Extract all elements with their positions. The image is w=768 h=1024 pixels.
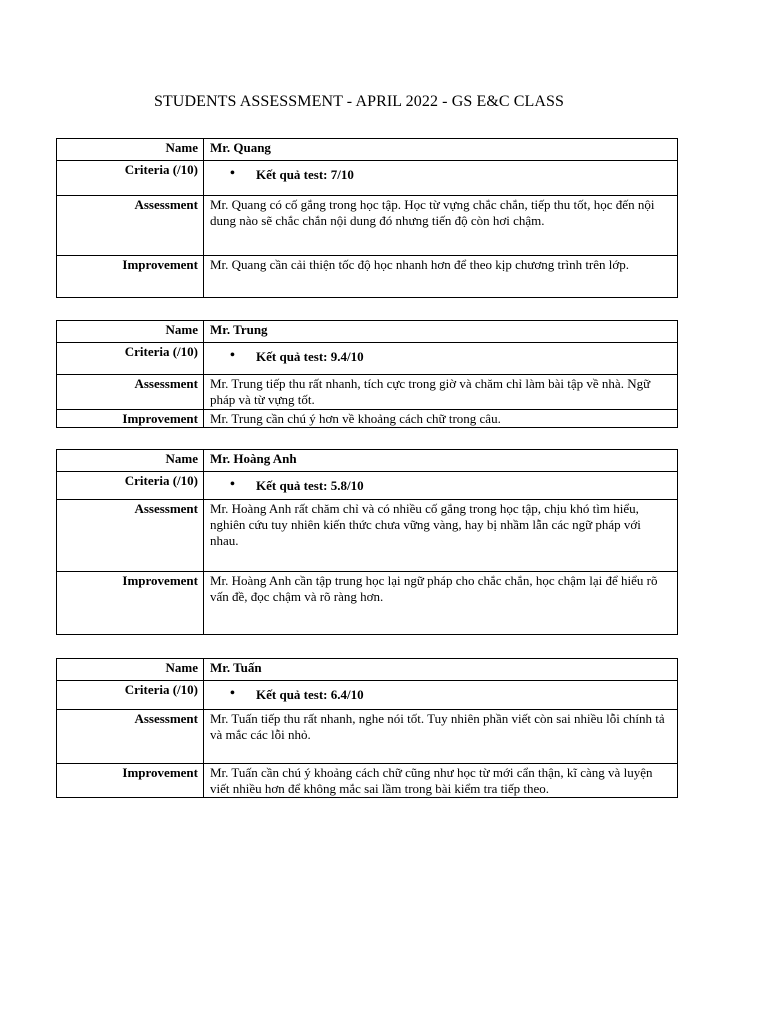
name-row <box>57 139 678 161</box>
name-label: Name <box>57 139 204 161</box>
improvement-row <box>57 256 678 298</box>
name-label: Name <box>57 321 204 343</box>
criteria-cell <box>204 472 678 500</box>
student-name: Mr. Tuấn <box>204 659 678 681</box>
improvement-text: Mr. Trung cần chú ý hơn về khoảng cách chữ trong câu. <box>204 410 678 428</box>
assessment-label: Assessment <box>57 375 204 410</box>
criteria-label: Criteria (/10) <box>57 343 204 375</box>
assessment-text: Mr. Trung tiếp thu rất nhanh, tích cực trong giờ và chăm chỉ làm bài tập về nhà. Ngữ pháp và từ vựng tốt. <box>204 375 678 410</box>
student-name: Mr. Trung <box>204 321 678 343</box>
name-label: Name <box>57 450 204 472</box>
assessment-label: Assessment <box>57 196 204 256</box>
improvement-row <box>57 764 678 798</box>
criteria-cell <box>204 343 678 375</box>
criteria-row <box>57 472 678 500</box>
improvement-text: Mr. Tuấn cần chú ý khoảng cách chữ cũng như học từ mới cẩn thận, kĩ càng và luyện viết nhiều hơn để không mắc sai lầm trong bài kiểm tra tiếp theo. <box>204 764 678 798</box>
improvement-label: Improvement <box>57 256 204 298</box>
assessment-text: Mr. Hoàng Anh rất chăm chỉ và có nhiều cố gắng trong học tập, chịu khó tìm hiểu, nghiên cứu tuy nhiên kiến thức chưa vững vàng, hay bị nhầm lẫn các ngữ pháp với nhau. <box>204 500 678 572</box>
criteria-row <box>57 161 678 196</box>
assessment-row <box>57 500 678 572</box>
assessment-row <box>57 375 678 410</box>
improvement-text: Mr. Quang cần cải thiện tốc độ học nhanh hơn để theo kịp chương trình trên lớp. <box>204 256 678 298</box>
improvement-row <box>57 410 678 428</box>
criteria-label: Criteria (/10) <box>57 472 204 500</box>
criteria-value: Kết quả test: 7/10 <box>256 167 354 182</box>
criteria-row <box>57 343 678 375</box>
criteria-label: Criteria (/10) <box>57 681 204 710</box>
student-name: Mr. Hoàng Anh <box>204 450 678 472</box>
criteria-value: Kết quả test: 5.8/10 <box>256 478 364 493</box>
assessment-label: Assessment <box>57 710 204 764</box>
bullet-icon: • <box>230 348 235 363</box>
criteria-value: Kết quả test: 6.4/10 <box>256 687 364 702</box>
criteria-value: Kết quả test: 9.4/10 <box>256 349 364 364</box>
name-label: Name <box>57 659 204 681</box>
page-title: STUDENTS ASSESSMENT - APRIL 2022 - GS E&C CLASS <box>153 93 565 110</box>
student-table-quang <box>56 138 678 298</box>
bullet-icon: • <box>230 686 235 701</box>
criteria-label: Criteria (/10) <box>57 161 204 196</box>
student-table-tuan <box>56 658 678 798</box>
student-name: Mr. Quang <box>204 139 678 161</box>
improvement-text: Mr. Hoàng Anh cần tập trung học lại ngữ pháp cho chắc chắn, học chậm lại để hiểu rõ vấn đề, đọc chậm và rõ ràng hơn. <box>204 572 678 635</box>
student-table-hoang-anh <box>56 449 678 635</box>
assessment-row <box>57 196 678 256</box>
assessment-text: Mr. Tuấn tiếp thu rất nhanh, nghe nói tốt. Tuy nhiên phần viết còn sai nhiều lỗi chính tả và mắc các lỗi nhỏ. <box>204 710 678 764</box>
criteria-cell <box>204 681 678 710</box>
improvement-label: Improvement <box>57 572 204 635</box>
improvement-label: Improvement <box>57 764 204 798</box>
criteria-cell <box>204 161 678 196</box>
name-row <box>57 321 678 343</box>
improvement-row <box>57 572 678 635</box>
assessment-text: Mr. Quang có cố gắng trong học tập. Học từ vựng chắc chắn, tiếp thu tốt, học đến nội dung nào sẽ chắc chắn nội dung đó nhưng tiến độ còn hơi chậm. <box>204 196 678 256</box>
name-row <box>57 450 678 472</box>
assessment-label: Assessment <box>57 500 204 572</box>
bullet-icon: • <box>230 166 235 181</box>
assessment-row <box>57 710 678 764</box>
criteria-row <box>57 681 678 710</box>
bullet-icon: • <box>230 477 235 492</box>
name-row <box>57 659 678 681</box>
improvement-label: Improvement <box>57 410 204 428</box>
student-table-trung <box>56 320 678 428</box>
